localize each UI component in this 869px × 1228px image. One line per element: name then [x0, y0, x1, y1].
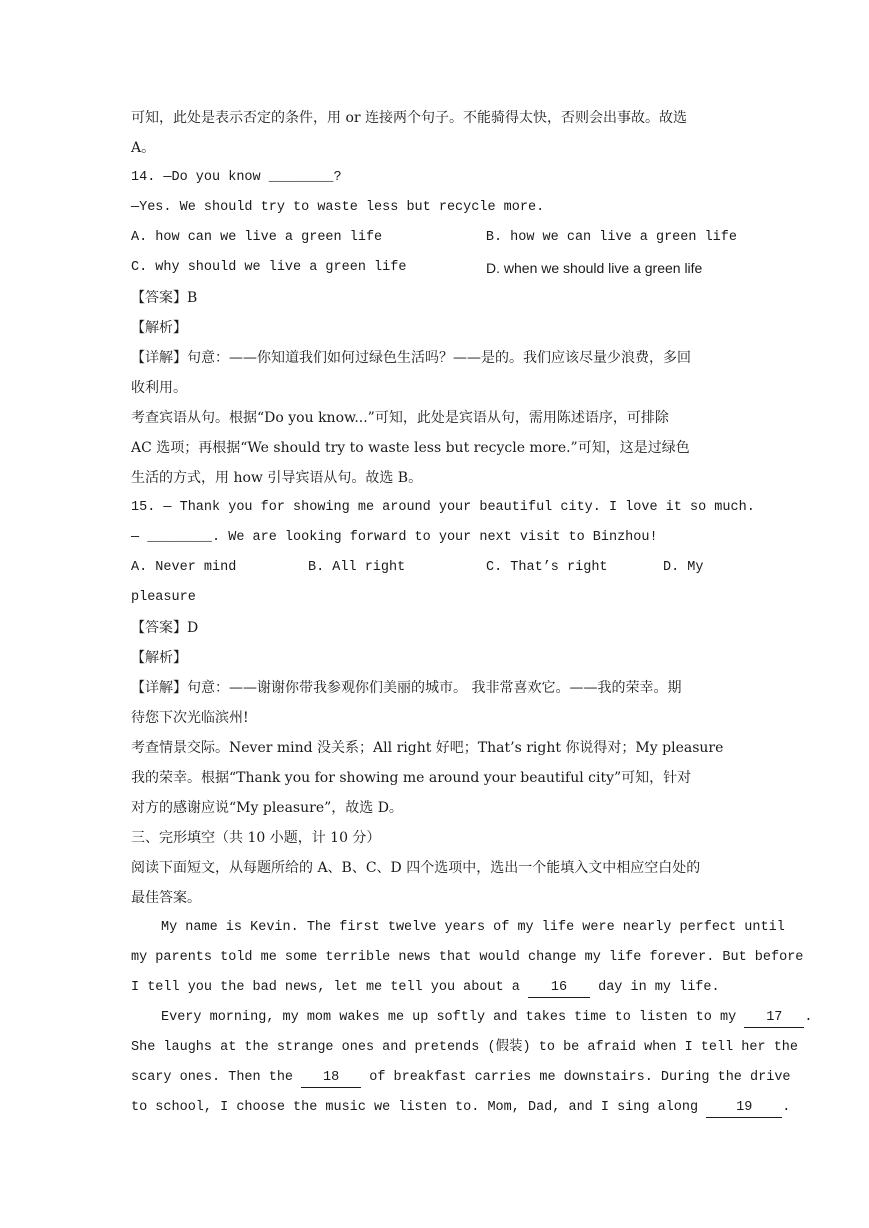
detail-line: 对方的感谢应说“My pleasure”，故选 D。: [131, 800, 403, 816]
option-d: D. when we should live a green life: [486, 260, 703, 276]
detail-line: 收利用。: [131, 380, 187, 396]
option-b: B. how we can live a green life: [485, 230, 737, 245]
detail-line: 我的荣幸。根据“Thank you for showing me around your beautiful city”可知，针对: [131, 770, 692, 786]
detail-line: 【详解】句意：——你知道我们如何过绿色生活吗？——是的。我们应该尽量少浪费，多回: [131, 350, 691, 366]
detail-line: 【详解】句意：——谢谢你带我参观你们美丽的城市。 我非常喜欢它。——我的荣幸。期: [131, 680, 682, 696]
detail-line: 考查情景交际。Never mind 没关系；All right 好吧；That’s right 你说得对；My pleasure: [131, 740, 724, 756]
text-line: 可知，此处是表示否定的条件，用 or 连接两个句子。不能骑得太快，否则会出事故。故选: [131, 110, 688, 126]
question-14-options-ab: [131, 223, 737, 253]
analysis-label: 【解析】: [131, 320, 187, 336]
question-14-options-cd: [131, 253, 737, 283]
option-b: B. All right: [308, 560, 406, 575]
option-d-continued: pleasure: [131, 590, 196, 605]
detail-line: 考查宾语从句。根据“Do you know...”可知，此处是宾语从句，需用陈述语序，可排除: [131, 410, 669, 426]
passage-line: scary ones. Then the 18 of breakfast carries me downstairs. During the drive: [131, 1063, 737, 1093]
detail-line: 生活的方式，用 how 引导宾语从句。故选 B。: [131, 470, 423, 486]
detail-line: AC 选项；再根据“We should try to waste less but recycle more.”可知，这是过绿色: [131, 440, 690, 456]
option-c: C. That’s right: [486, 560, 608, 575]
analysis-label: 【解析】: [131, 650, 187, 666]
blank-17[interactable]: 17: [744, 1009, 804, 1028]
question-15-reply: — ________. We are looking forward to your next visit to Binzhou!: [131, 530, 658, 545]
blank-19[interactable]: 19: [706, 1099, 782, 1118]
blank-18[interactable]: 18: [301, 1069, 361, 1088]
section-heading: 三、完形填空（共 10 小题，计 10 分）: [131, 830, 381, 846]
question-14-reply: —Yes. We should try to waste less but recycle more.: [131, 200, 545, 215]
instruction-line: 最佳答案。: [131, 890, 201, 906]
detail-line: 待您下次光临滨州!: [131, 710, 249, 726]
option-d: D. My: [663, 560, 704, 575]
document-page: [131, 103, 813, 1123]
blank-16[interactable]: 16: [528, 979, 590, 998]
question-15: 15. — Thank you for showing me around your beautiful city. I love it so much.: [131, 500, 755, 515]
passage-line: Every morning, my mom wakes me up softly and takes time to listen to my 17 .: [131, 1003, 737, 1033]
option-c: C. why should we live a green life: [131, 260, 407, 275]
question-14: 14. —Do you know ________?: [131, 170, 342, 185]
passage-line: My name is Kevin. The first twelve years of my life were nearly perfect until: [161, 920, 785, 935]
answer-label: 【答案】D: [131, 620, 199, 636]
passage-line: I tell you the bad news, let me tell you about a 16 day in my life.: [131, 973, 737, 1003]
question-15-options: [131, 553, 737, 583]
passage-line: my parents told me some terrible news that would change my life forever. But before: [131, 950, 804, 965]
passage-line: She laughs at the strange ones and pretends (假装) to be afraid when I tell her the: [131, 1040, 799, 1055]
instruction-line: 阅读下面短文，从每题所给的 A、B、C、D 四个选项中，选出一个能填入文中相应空白处的: [131, 860, 701, 876]
answer-label: 【答案】B: [131, 290, 198, 306]
option-a: A. how can we live a green life: [131, 230, 383, 245]
option-a: A. Never mind: [131, 560, 237, 575]
text-line: A。: [131, 140, 156, 156]
passage-line: to school, I choose the music we listen to. Mom, Dad, and I sing along 19 .: [131, 1093, 737, 1123]
